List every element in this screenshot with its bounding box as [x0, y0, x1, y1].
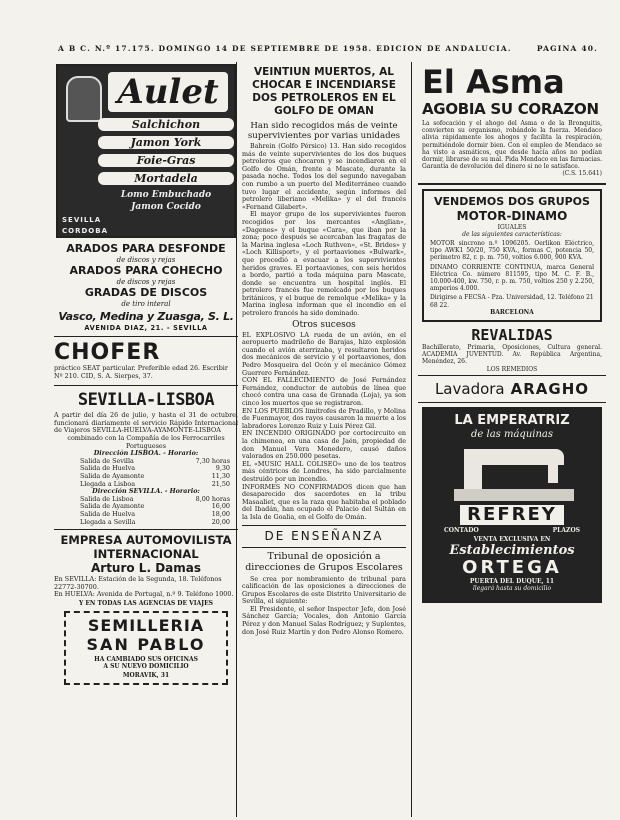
- sewing-machine-icon: [454, 443, 570, 505]
- column-right: [418, 62, 606, 817]
- timetable-stop: Salida de Ayamonte: [80, 471, 145, 480]
- arados-line-6: de tiro interal: [121, 300, 171, 308]
- timetable-stop: Salida de Huelva: [80, 509, 136, 518]
- arados-line-1: ARADOS PARA DESFONDE: [66, 242, 226, 255]
- aulet-product-5: Lomo Embuchado: [120, 190, 212, 200]
- revalidas-body: Bachillerato, Primaria, Oposiciones, Cultura general. ACADEMIA JUVENTUD. Av. República Argentina, Menéndez, 26.: [422, 344, 602, 366]
- sevilla-lisboa-ad: [54, 389, 238, 607]
- empresa-inter: INTERNACIONAL: [93, 547, 199, 562]
- timetable-stop: Salida de Huelva: [80, 464, 136, 473]
- news-suceso-3: EN LOS PUEBLOS limítrofes de Pradillo, y Molina de Fuenmayor, dos rayos causaron la muerte a los labradores Lorenzo Ruiz y Luis Pérez Gil.: [242, 406, 406, 430]
- aulet-ad: [56, 64, 236, 238]
- aulet-city-1: SEVILLA: [62, 216, 102, 224]
- asma-subtitle: AGOBIA SU CORAZON: [422, 100, 599, 118]
- asma-body: La sofocación y el ahogo del Asma o de la Bronquitis, convierten su organismo, robándole la fuerza. Mendaco alivia rápidamente los ahogos y facilita la respiración, permitiéndole dormir bien. Con el empleo de Mendaco se ha visto a asmáticos, que desde hacía años no podían dormir, librarse de su mal. Pida Mendaco en las farmacias. Garantía de devolución del dinero si no le satisface.: [422, 120, 602, 171]
- empresa-name: Arturo L. Damas: [90, 561, 201, 576]
- timetable-stop: Llegada a Sevilla: [80, 517, 136, 526]
- timetable-time: 9,30: [215, 464, 230, 473]
- timetable-stop: Salida de Sevilla: [80, 456, 134, 465]
- timetable-sevilla: [54, 496, 238, 526]
- timetable-time: 16,00: [211, 502, 230, 511]
- emperatriz-venta: VENTA EXCLUSIVA EN: [473, 536, 551, 544]
- empresa-address-2: En HUELVA: Avenida de Portugal, n.º 9. Teléfono 1000.: [54, 590, 234, 599]
- aulet-brand: Aulet: [108, 72, 228, 112]
- emperatriz-brand: REFREY: [460, 505, 564, 525]
- vendemos-iguales: IGUALES: [497, 223, 527, 231]
- timetable-stop: Salida de Lisboa: [80, 494, 134, 503]
- emperatriz-est: Establecimientos: [449, 543, 575, 559]
- vendemos-intro: de las siguientes características:: [462, 230, 562, 238]
- semilleria-line-1: HA CAMBIADO SUS OFICINAS: [94, 656, 198, 664]
- aulet-product-1: Salchichon: [98, 118, 234, 131]
- emperatriz-subtitle: de las máquinas: [471, 428, 553, 440]
- vendemos-motor: MOTOR sincrono n.º 1096205. Oerlikon Eléctrico, tipo AWK1 50/20, 750 KVA., formas C, potencia 50, perímetro 82, r. p. m. 750, voltios 6.000, 900 KVA.: [430, 240, 594, 262]
- column-center: [236, 62, 412, 817]
- news-suceso-5: EL «MUSIC HALL COLISEO» uno de los teatros más céntricos de Londres, ha sido parcialmente destruido por un incendio.: [242, 459, 406, 483]
- emperatriz-ready: llegará hasta su domicilio: [472, 585, 552, 593]
- timetable-time: 18,00: [211, 509, 230, 518]
- ensenanza-heading: DE ENSEÑANZA: [264, 528, 384, 543]
- ensenanza-headline: Tribunal de oposición a direcciones de Grupos Escolares: [245, 550, 403, 573]
- news-headline: VEINTIUN MUERTOS, AL CHOCAR E INCENDIARSE DOS PETROLEROS EN EL GOLFO DE OMAN: [252, 66, 396, 117]
- asma-title: El Asma: [422, 63, 565, 101]
- ensenanza-paragraph-2: El Presidente, el señor Inspector Jefe, don José Sánchez García; Vocales, don Antonio García Pérez y don Manuel Salas Rodríguez; y Suplentes, don José Ruiz Martín y don Pedro Alonso Romero.: [242, 604, 406, 636]
- arados-line-5: GRADAS DE DISCOS: [84, 286, 208, 299]
- vendemos-title-2: MOTOR-DINAMO: [456, 208, 568, 223]
- vendemos-city: BARCELONA: [490, 308, 534, 316]
- news-sucesos-heading: Otros sucesos: [292, 319, 356, 330]
- news-suceso-1: EL EXPLOSIVO LA rueda de un avión, en el aeropuerto madrileño de Barajas, hizo explosión cuando el avión aterrizaba, y resultaron heridos dos mecánicos de servicio y el portaaviones, don Pedro Mosqueira del Ocón y el mecánico Gómez Guerrero Fernández.: [242, 330, 406, 377]
- arados-ad: [54, 238, 238, 337]
- sevilla-combined: combinado con la Compañía de los Ferrocarriles Portugueses: [67, 433, 225, 450]
- asma-ref: (C.S. 15.641): [562, 170, 602, 178]
- timetable-time: 11,30: [211, 471, 230, 480]
- vendemos-contact: Dirigirse a FECSA - Pza. Universidad, 12. Teléfono 21 68 22.: [430, 294, 594, 309]
- arados-line-3: ARADOS PARA COHECHO: [69, 264, 223, 277]
- aulet-product-3: Foie-Gras: [98, 154, 234, 167]
- timetable-time: 7,30 horas: [195, 456, 230, 465]
- chofer-ad: [54, 337, 238, 382]
- arados-line-4: de discos y rejas: [116, 278, 176, 286]
- semilleria-ad: [64, 611, 228, 685]
- header-page: PAGINA 40.: [536, 44, 598, 53]
- emperatriz-ad: [422, 407, 602, 603]
- sevilla-intro: A partir del día 26 de julio, y hasta el 31 de octubre, funcionará diariamente el servicio Rápido Internacional de Viajeros SEVILLA-HUELVA-AYAMONTE-LISBOA: [54, 411, 238, 435]
- aulet-city-2: CORDOBA: [62, 227, 108, 235]
- header-dateline: A B C. N.º 17.175. DOMINGO 14 DE SEPTIEMBRE DE 1958. EDICION DE ANDALUCIA.: [58, 44, 512, 53]
- news-suceso-6: INFORMES NO CONFIRMADOS dicen que han desaparecido dos sacerdotes en la tribu Masaaliet, que es la raza que habitaba el poblado del Ibadán, han ocupado el Palacio del Sultán en la Isla de Goalia, en el Golfo de Omán.: [242, 482, 406, 521]
- semilleria-title-2: SAN PABLO: [86, 635, 206, 655]
- column-left: [54, 62, 238, 817]
- empresa-agencies: Y EN TODAS LAS AGENCIAS DE VIAJES: [78, 599, 213, 607]
- news-suceso-2: CON EL FALLECIMIENTO de José Fernández Fernández, conductor de autobús de línea que chocó contra una casa de Granada (Loja), ya son cinco los muertos que se registraron.: [242, 376, 406, 407]
- timetable-time: 20,00: [211, 517, 230, 526]
- vendemos-title-1: VENDEMOS DOS GRUPOS: [434, 194, 590, 208]
- aulet-product-6: Jamon Cocido: [131, 202, 201, 212]
- vendemos-ad: [422, 189, 602, 322]
- arados-firm: Vasco, Medina y Zuasga, S. L.: [58, 310, 234, 323]
- aulet-product-4: Mortadela: [98, 172, 234, 185]
- timetable-stop: Llegada a Lisboa: [80, 479, 136, 488]
- lavadora-title-1: Lavadora: [434, 379, 505, 398]
- vendemos-dinamo: DINAMO CORRIENTE CONTINUA, marca General Eléctrica Co. número 811595, tipo M. C. F. B., 10.000-400, kw. 750, r. p. m. 750, voltios 250 y 2.250, amperios 4.000.: [430, 263, 594, 293]
- emperatriz-address: PUERTA DEL DUQUE, 11: [469, 578, 555, 586]
- sevilla-title: SEVILLA-LISBOA: [77, 390, 215, 411]
- revalidas-ad: [418, 322, 606, 376]
- semilleria-line-3: MORAVIK, 31: [122, 672, 170, 680]
- empresa-title: EMPRESA AUTOMOVILISTA: [60, 533, 232, 548]
- news-paragraph-2: El mayor grupo de los supervivientes fueron recogidos por los mercantes «Anglian», «Dagenes» y el buque «Cara», que iban por la zona; poco después se acercaban las fragatas de la Marina inglesa «Loch Ruthven», «St. Brides» y «Loch Killisport», y el portaaviones «Bulwark», que procedió a evacuar a los supervivientes heridos graves. El portaaviones, con seis heridos a bordo, partió a toda máquina para Mascate, donde se encuentra un hospital inglés. El petrolero francés fue remolcado por los buques británicos, y el buque de remolque «Melika» y la Marina inglesa informan que el incendio en el petrolero francés ha sido dominado.: [242, 210, 406, 318]
- emperatriz-tag-2: PLAZOS: [552, 526, 580, 534]
- news-paragraph-1: Bahrein (Golfo Pérsico) 13. Han sido recogidos más de veinte supervivientes de los dos buques petroleros que chocaron y se incendiaron en el Golfo de Omán, frente a Mascate, durante la pasada noche. Todos los del segundo navegaban con rumbo a un puerto del Mediterráneo cuando tuvo lugar el accidente, según informes del petrolero liberiano «Melika» y el del francés «Fernand Gilabert».: [242, 142, 406, 211]
- timetable-time: 21,50: [211, 479, 230, 488]
- sevilla-dir-1: Dirección LISBOA. - Horario:: [93, 449, 199, 458]
- sevilla-dir-2: Dirección SEVILLA. - Horario:: [92, 487, 200, 496]
- timetable-stop: Salida de Ayamonte: [80, 502, 145, 511]
- asma-ad: [418, 62, 606, 180]
- aulet-product-2: Jamon York: [98, 136, 234, 149]
- lavadora-ad: [418, 376, 606, 403]
- lavadora-title-2: ARAGHO: [510, 379, 590, 398]
- revalidas-tag: LOS REMEDIOS: [486, 365, 538, 373]
- revalidas-title: REVALIDAS: [471, 326, 553, 345]
- empresa-address-1: En SEVILLA: Estación de la Segunda, 18. Teléfonos 22772-30700.: [54, 575, 222, 591]
- emperatriz-title: LA EMPERATRIZ: [454, 412, 570, 428]
- ensenanza-paragraph-1: Se crea por nombramiento de tribunal para calificación de las oposiciones a direcciones de Grupos Escolares de este Distrito Universitario de Sevilla, el siguiente:: [242, 574, 406, 606]
- page-header: [58, 44, 598, 58]
- timetable-time: 8,00 horas: [195, 494, 230, 503]
- arados-address: AVENIDA DIAZ, 21. - SEVILLA: [84, 324, 208, 332]
- aulet-emblem-icon: [66, 76, 102, 122]
- semilleria-line-2: A SU NUEVO DOMICILIO: [103, 663, 189, 671]
- semilleria-title-1: SEMILLERIA: [87, 616, 205, 636]
- chofer-body: práctico SEAT particular. Preferible edad 26. Escribir Nº 210. CID, S. A. Sierpes, 37.: [54, 364, 228, 380]
- emperatriz-tag-1: CONTADO: [444, 526, 479, 534]
- chofer-title: CHOFER: [54, 340, 161, 365]
- arados-line-2: de discos y rejas: [116, 256, 176, 264]
- news-suceso-4: EN INCENDIO ORIGINADO por cortocircuito en la chimenea, en una casa de Jaén, propiedad de don Manuel Vera Monedero, causó daños valorados en 250.000 pesetas.: [242, 429, 406, 461]
- timetable-row: [54, 519, 238, 527]
- emperatriz-name: ORTEGA: [462, 557, 562, 579]
- timetable-lisboa: [54, 458, 238, 488]
- news-subheadline: Han sido recogidos más de veinte supervivientes por varias unidades: [247, 121, 401, 141]
